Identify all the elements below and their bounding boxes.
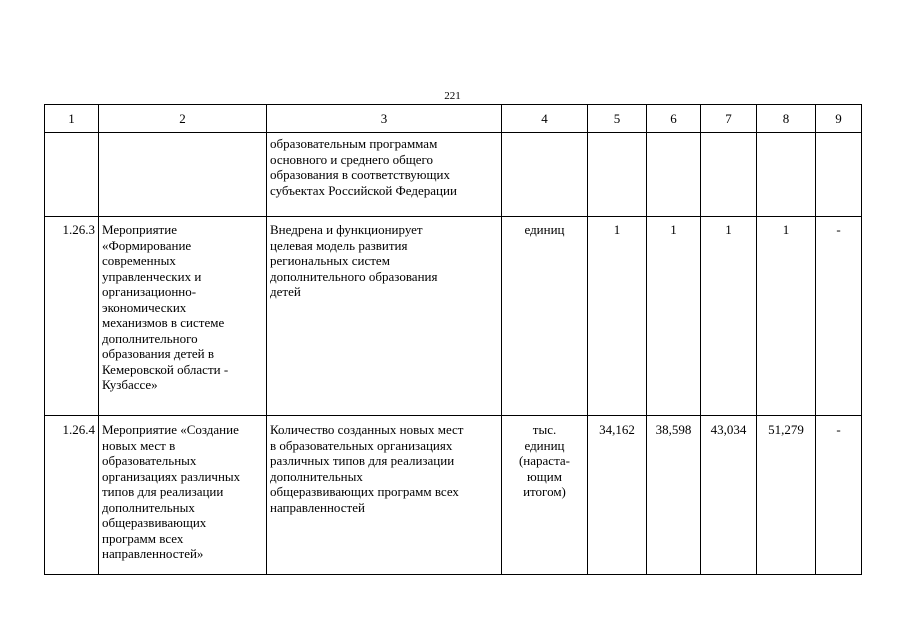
activity-cell	[99, 133, 267, 217]
value-cell-6	[647, 133, 701, 217]
unit-cell	[502, 133, 588, 217]
value-6: 38,598	[655, 422, 692, 437]
row-number-cell	[45, 217, 99, 416]
table-row	[45, 133, 862, 217]
unit-cell	[502, 217, 588, 416]
row-number: 1.26.4	[62, 422, 95, 437]
value-cell-6	[647, 416, 701, 575]
activity-cell	[99, 217, 267, 416]
activity-cell	[99, 416, 267, 575]
value-cell-8	[757, 133, 816, 217]
value-cell-9	[816, 416, 862, 575]
row-number: 1.26.3	[62, 222, 95, 237]
value-7: 1	[725, 222, 732, 237]
indicator-text: образовательным программам основного и среднего общего образования в соответствующих субъектах Российской Федерации	[270, 136, 457, 198]
table-row	[45, 217, 862, 416]
indicator-text: Количество созданных новых мест в образовательных организациях различных типов для реализации дополнительных общеразвивающих программ всех направленностей	[270, 422, 464, 515]
value-7: 43,034	[710, 422, 747, 437]
header-cell-7: 7	[701, 105, 757, 133]
value-cell-5	[588, 416, 647, 575]
value-5: 1	[613, 222, 621, 237]
activity-name: Мероприятие «Создание новых мест в образовательных организациях различных типов для реализации дополнительных общеразвивающих программ всех направленностей»	[102, 422, 241, 561]
row-number-cell	[45, 133, 99, 217]
value-cell-8	[757, 217, 816, 416]
value-5: 34,162	[599, 422, 635, 437]
header-row	[45, 105, 862, 133]
indicator-text: Внедрена и функционирует целевая модель развития региональных систем дополнительного образования детей	[270, 222, 438, 299]
unit-text: единиц	[524, 222, 565, 237]
header-cell-4: 4	[502, 105, 588, 133]
header-cell-2: 2	[99, 105, 267, 133]
header-cell-6: 6	[647, 105, 701, 133]
indicators-table	[44, 104, 862, 575]
value-cell-7	[701, 416, 757, 575]
value-cell-6	[647, 217, 701, 416]
value-9: -	[836, 222, 841, 237]
row-number-cell	[45, 416, 99, 575]
activity-name: Мероприятие «Формирование современных управленческих и организационно- экономических механизмов в системе дополнительного образования детей в Кемеровской области - Кузбассе»	[102, 222, 229, 392]
table-row	[45, 416, 862, 575]
unit-cell	[502, 416, 588, 575]
header-cell-1: 1	[45, 105, 99, 133]
value-cell-5	[588, 217, 647, 416]
unit-text: тыс. единиц (нараста- ющим итогом)	[518, 422, 571, 499]
page-number: 221	[444, 90, 461, 102]
header-cell-9: 9	[816, 105, 862, 133]
value-cell-5	[588, 133, 647, 217]
value-6: 1	[670, 222, 677, 237]
value-cell-7	[701, 217, 757, 416]
value-cell-8	[757, 416, 816, 575]
value-cell-7	[701, 133, 757, 217]
value-8: 51,279	[768, 422, 804, 437]
value-cell-9	[816, 217, 862, 416]
value-8: 1	[782, 222, 790, 237]
value-9: -	[836, 422, 841, 437]
indicator-cell	[267, 133, 502, 217]
header-cell-3: 3	[267, 105, 502, 133]
value-cell-9	[816, 133, 862, 217]
header-cell-8: 8	[757, 105, 816, 133]
header-cell-5: 5	[588, 105, 647, 133]
indicator-cell	[267, 217, 502, 416]
indicator-cell	[267, 416, 502, 575]
